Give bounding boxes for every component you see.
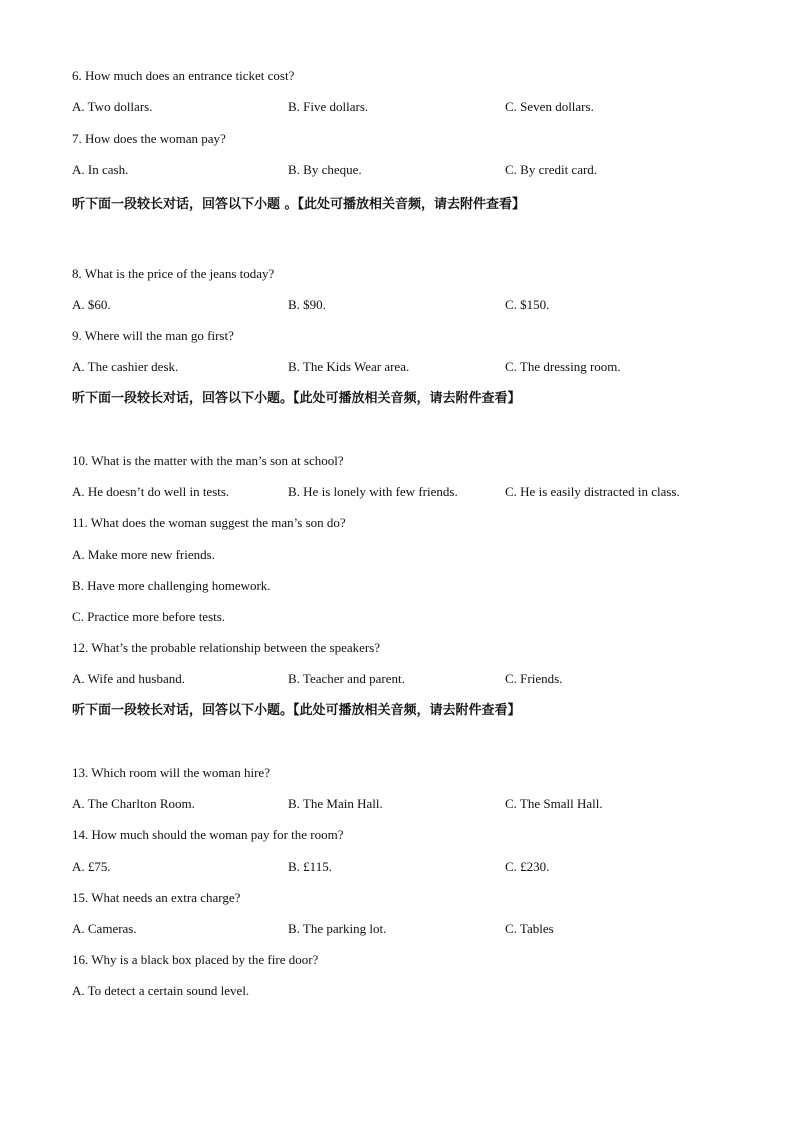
question-13-option-b: B. The Main Hall. bbox=[288, 796, 383, 811]
question-11-option-b: B. Have more challenging homework. bbox=[72, 578, 271, 593]
question-11-option-c: C. Practice more before tests. bbox=[72, 609, 226, 624]
question-6-option-a: A. Two dollars. bbox=[72, 99, 153, 114]
question-13-option-c: C. The Small Hall. bbox=[505, 796, 603, 811]
question-8: 8. What is the price of the jeans today? bbox=[72, 266, 275, 281]
question-10-option-a: A. He doesn’t do well in tests. bbox=[72, 484, 230, 499]
question-14-option-a: A. £75. bbox=[72, 859, 111, 874]
question-12: 12. What’s the probable relationship between the speakers? bbox=[72, 640, 381, 655]
question-16-option-a: A. To detect a certain sound level. bbox=[72, 983, 250, 998]
question-9: 9. Where will the man go first? bbox=[72, 328, 234, 343]
question-12-option-c: C. Friends. bbox=[505, 671, 563, 686]
question-14-option-c: C. £230. bbox=[505, 859, 550, 874]
question-10-option-c: C. He is easily distracted in class. bbox=[505, 484, 680, 499]
listening-instruction-3: 听下面一段较长对话，回答以下小题。【此处可播放相关音频，请去附件查看】 bbox=[72, 703, 521, 718]
question-8-option-c: C. $150. bbox=[505, 297, 550, 312]
question-12-option-a: A. Wife and husband. bbox=[72, 671, 185, 686]
question-10-option-b: B. He is lonely with few friends. bbox=[288, 484, 458, 499]
question-9-option-a: A. The cashier desk. bbox=[72, 359, 179, 374]
question-8-option-b: B. $90. bbox=[288, 297, 326, 312]
question-7-option-b: B. By cheque. bbox=[288, 162, 362, 177]
question-6: 6. How much does an entrance ticket cost? bbox=[72, 68, 295, 83]
question-13-option-a: A. The Charlton Room. bbox=[72, 796, 195, 811]
question-11: 11. What does the woman suggest the man’s son do? bbox=[72, 515, 346, 530]
question-6-option-b: B. Five dollars. bbox=[288, 99, 369, 114]
question-15: 15. What needs an extra charge? bbox=[72, 890, 241, 905]
question-11-option-a: A. Make more new friends. bbox=[72, 547, 215, 562]
question-9-option-c: C. The dressing room. bbox=[505, 359, 621, 374]
question-10: 10. What is the matter with the man’s son at school? bbox=[72, 453, 344, 468]
question-14: 14. How much should the woman pay for the room? bbox=[72, 827, 344, 842]
listening-instruction-2: 听下面一段较长对话，回答以下小题。【此处可播放相关音频，请去附件查看】 bbox=[72, 391, 521, 406]
question-16: 16. Why is a black box placed by the fire door? bbox=[72, 952, 319, 967]
question-15-option-b: B. The parking lot. bbox=[288, 921, 387, 936]
listening-instruction-1: 听下面一段较长对话，回答以下小题 。【此处可播放相关音频，请去附件查看】 bbox=[72, 197, 526, 212]
question-8-option-a: A. $60. bbox=[72, 297, 111, 312]
question-15-option-a: A. Cameras. bbox=[72, 921, 137, 936]
question-7-option-a: A. In cash. bbox=[72, 162, 129, 177]
question-14-option-b: B. £115. bbox=[288, 859, 332, 874]
question-15-option-c: C. Tables bbox=[505, 921, 554, 936]
question-13: 13. Which room will the woman hire? bbox=[72, 765, 270, 780]
question-7: 7. How does the woman pay? bbox=[72, 131, 226, 146]
question-7-option-c: C. By credit card. bbox=[505, 162, 598, 177]
question-12-option-b: B. Teacher and parent. bbox=[288, 671, 405, 686]
question-9-option-b: B. The Kids Wear area. bbox=[288, 359, 410, 374]
question-6-option-c: C. Seven dollars. bbox=[505, 99, 594, 114]
